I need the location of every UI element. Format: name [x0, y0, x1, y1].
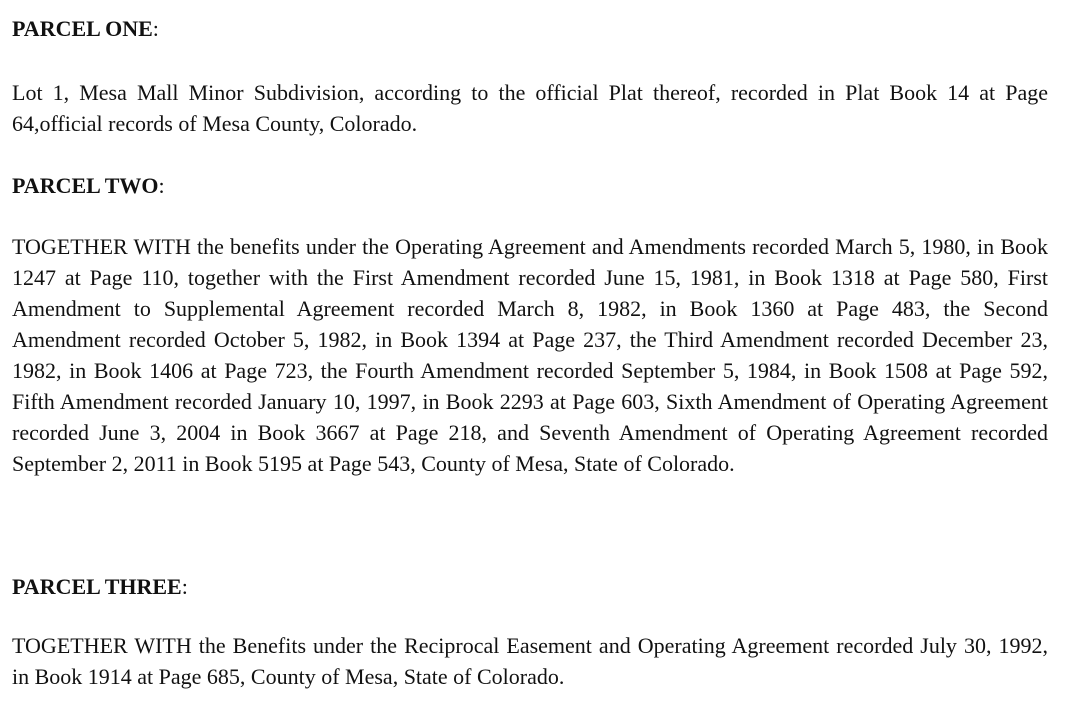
parcel-three-heading: [12, 572, 188, 602]
parcel-one-description: Lot 1, Mesa Mall Minor Subdivision, according to the official Plat thereof, recorded in Plat Book 14 at Page 64,official records of Mesa County, Colorado.: [12, 80, 1048, 136]
parcel-three-heading-text: PARCEL THREE: [12, 574, 182, 599]
parcel-two-heading-text: PARCEL TWO: [12, 173, 159, 198]
parcel-three-heading-colon: :: [181, 574, 188, 599]
parcel-two-description: TOGETHER WITH the benefits under the Operating Agreement and Amendments recorded March 5, 1980, in Book 1247 at Page 110, together with the First Amendment recorded June 15, 1981, in Book 1318 at Page 580, First Amendment to Supplemental Agreement recorded March 8, 1982, in Book 1360 at Page 483, the Second Amendment recorded October 5, 1982, in Book 1394 at Page 237, the Third Amendment recorded December 23, 1982, in Book 1406 at Page 723, the Fourth Amendment recorded September 5, 1984, in Book 1508 at Page 592, Fifth Amendment recorded January 10, 1997, in Book 2293 at Page 603, Sixth Amendment of Operating Agreement recorded June 3, 2004 in Book 3667 at Page 218, and Seventh Amendment of Operating Agreement recorded September 2, 2011 in Book 5195 at Page 543, County of Mesa, State of Colorado.: [12, 234, 1048, 476]
parcel-one-heading-text: PARCEL ONE: [12, 16, 153, 41]
parcel-two-heading-colon: :: [158, 173, 165, 198]
parcel-one-heading-colon: :: [152, 16, 159, 41]
parcel-two-heading: [12, 171, 165, 201]
parcel-three-description: TOGETHER WITH the Benefits under the Reciprocal Easement and Operating Agreement recorded July 30, 1992, in Book 1914 at Page 685, County of Mesa, State of Colorado.: [12, 633, 1048, 689]
parcel-one-heading: [12, 14, 159, 44]
